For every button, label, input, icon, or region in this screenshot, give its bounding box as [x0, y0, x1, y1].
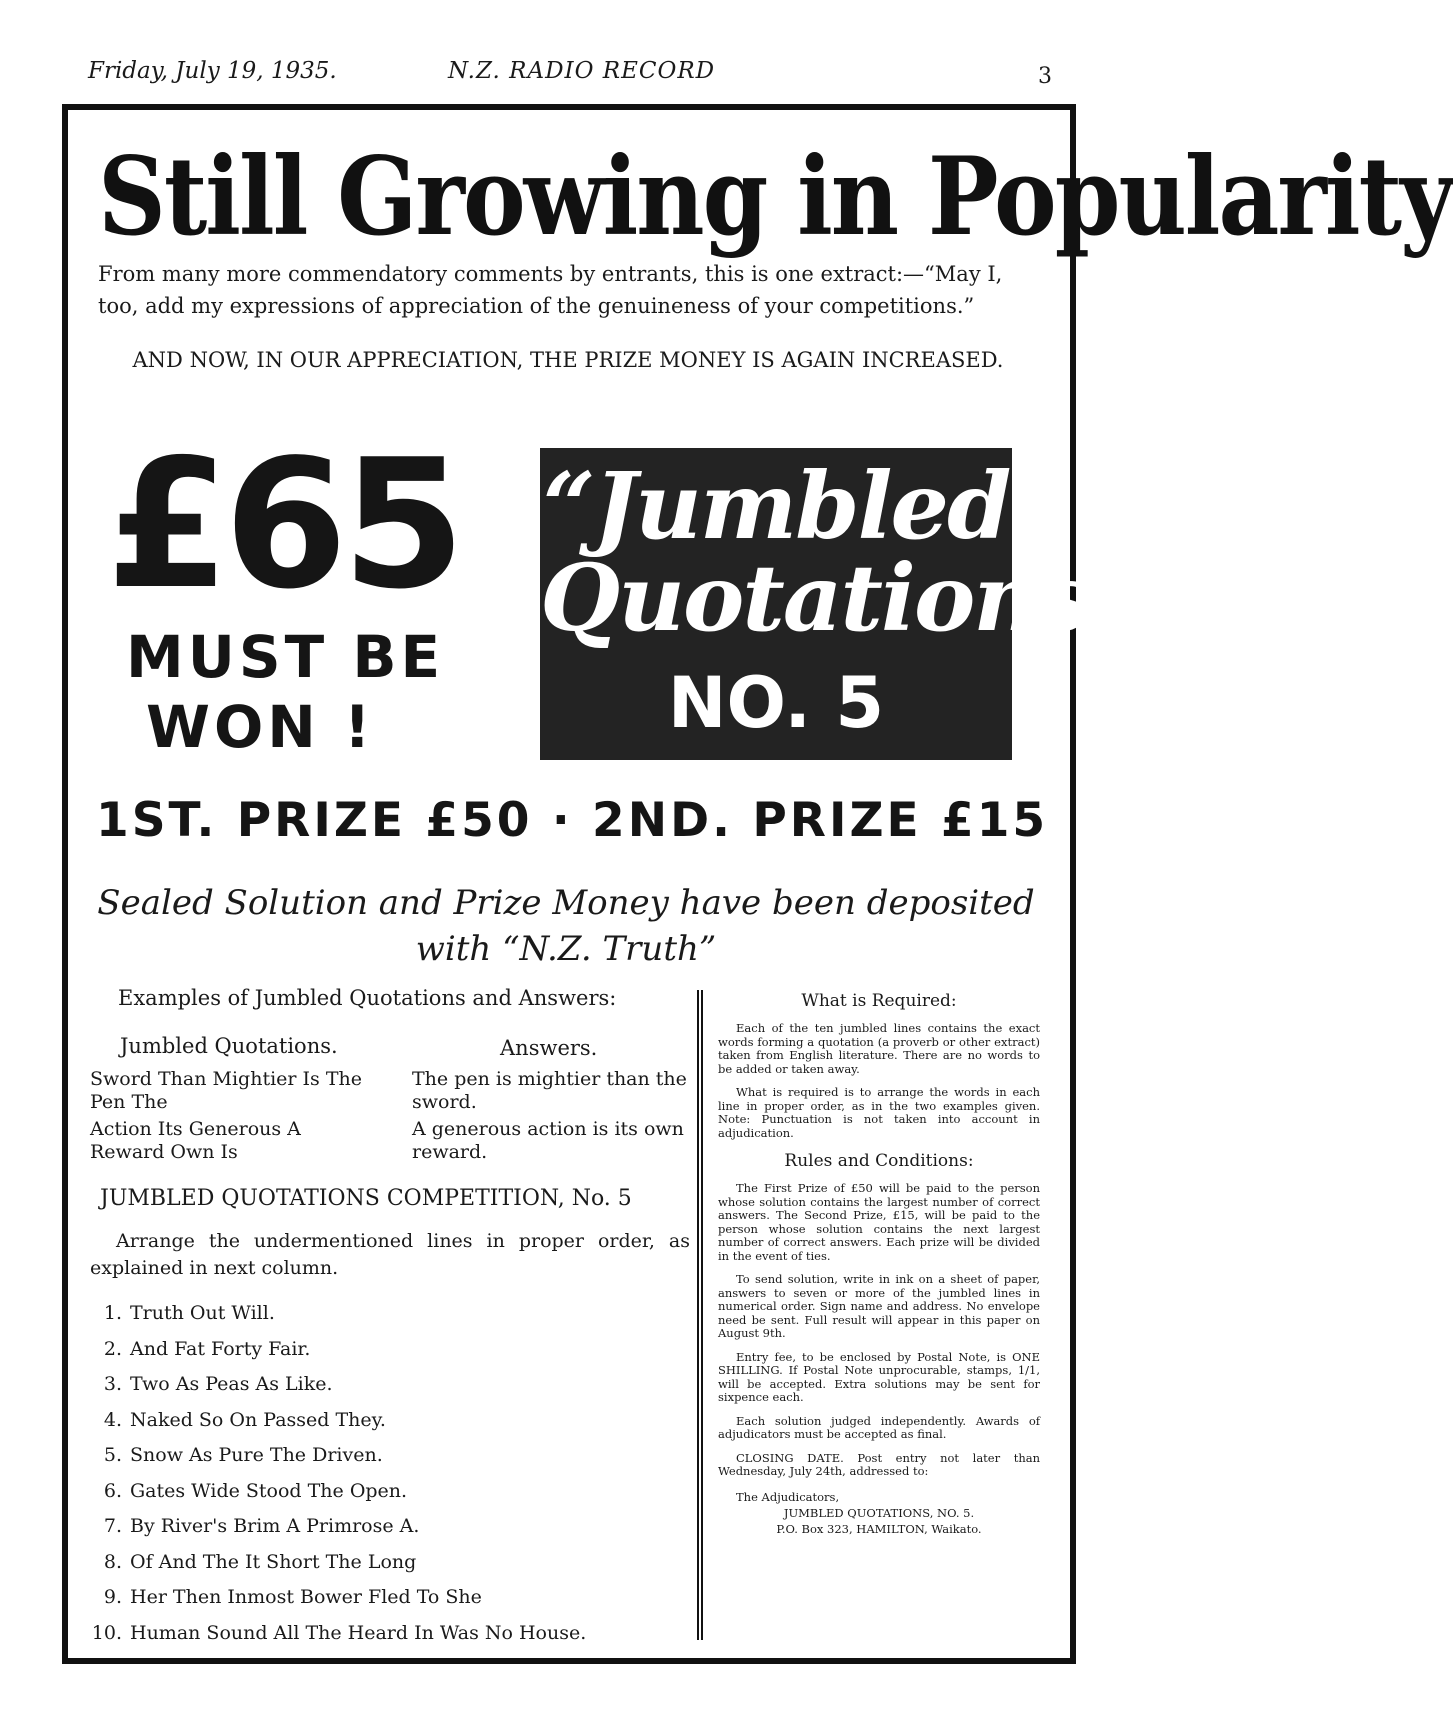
item-number: 3. [103, 1373, 122, 1395]
item-text: Two As Peas As Like. [130, 1373, 333, 1395]
headline: Still Growing in Popularity [98, 133, 1453, 261]
example-quotation: Action Its Generous A Reward Own Is [90, 1118, 301, 1163]
item-text: Snow As Pure The Driven. [130, 1444, 383, 1466]
list-item [90, 1367, 690, 1403]
prize-banner: 1ST. PRIZE £50 · 2ND. PRIZE £15 [96, 793, 1049, 848]
masthead [88, 58, 1052, 92]
issue-date: Friday, July 19, 1935. [88, 58, 337, 84]
item-text: Her Then Inmost Bower Fled To She [130, 1586, 482, 1608]
address-line: The Adjudicators, [736, 1489, 840, 1504]
item-text: Truth Out Will. [130, 1302, 275, 1324]
logo-line-quotations: Quotations” [540, 544, 1139, 652]
closing-date: CLOSING DATE. Post entry not later than Wednesday, July 24th, addressed to: [718, 1450, 1040, 1478]
sealed-solution-notice [86, 880, 1046, 972]
item-number: 10. [91, 1621, 122, 1644]
item-number: 4. [103, 1408, 122, 1431]
list-item [90, 1438, 690, 1474]
required-paragraph: What is required is to arrange the words in each line in proper order, as in the two examples given. Note: Punctuation is not taken into account in adjudication. [718, 1085, 1040, 1140]
announcement: AND NOW, IN OUR APPRECIATION, THE PRIZE MONEY IS AGAIN INCREASED. [132, 348, 1004, 372]
quotations-header: Jumbled Quotations. [120, 1034, 338, 1058]
item-text: And Fat Forty Fair. [130, 1337, 311, 1360]
item-text: By River's Brim A Primrose A. [130, 1515, 420, 1537]
list-item [90, 1403, 690, 1439]
rules-paragraph: Entry fee, to be enclosed by Postal Note, is ONE SHILLING. If Postal Note unprocurable, stamps, 1/1, will be accepted. Extra solutions may be sent for sixpence each. [718, 1349, 1040, 1404]
competition-intro: Arrange the undermentioned lines in proper order, as explained in next column. [90, 1230, 690, 1279]
must-be-won [126, 622, 486, 762]
sealed-line-1: Sealed Solution and Prize Money have been deposited [97, 883, 1035, 923]
jumbled-quotations-logo [540, 448, 1139, 760]
item-number: 6. [103, 1479, 122, 1502]
list-item [90, 1474, 690, 1510]
rules-column [718, 990, 1040, 1537]
item-text: Naked So On Passed They. [130, 1408, 386, 1431]
list-item [90, 1545, 690, 1581]
item-text: Gates Wide Stood The Open. [130, 1479, 408, 1502]
item-number: 1. [103, 1302, 122, 1324]
list-item [90, 1616, 690, 1652]
rules-paragraph: Each solution judged independently. Awards of adjudicators must be accepted as final. [718, 1413, 1040, 1441]
list-item [90, 1332, 690, 1368]
must-be-text: MUST BE [126, 623, 445, 691]
list-item [90, 1296, 690, 1332]
prize-amount: £65 [106, 421, 460, 628]
column-divider [697, 990, 703, 1640]
item-number: 5. [103, 1444, 122, 1466]
rules-title: Rules and Conditions: [784, 1151, 974, 1171]
example-quotation: Sword Than Mightier Is The Pen The [90, 1068, 362, 1113]
jumbled-lines-list [90, 1296, 690, 1651]
logo-line-jumbled: “Jumbled [542, 452, 1010, 560]
item-number: 8. [103, 1550, 122, 1573]
required-paragraph: Each of the ten jumbled lines contains the exact words forming a quotation (a proverb or other extract) taken from English literature. There are no words to be added or taken away. [718, 1021, 1040, 1076]
item-number: 9. [103, 1586, 122, 1608]
list-item [90, 1580, 690, 1616]
page-number: 3 [1038, 64, 1052, 89]
won-text: WON ! [146, 693, 375, 761]
examples-title: Examples of Jumbled Quotations and Answers: [118, 986, 617, 1010]
newspaper-name: N.Z. RADIO RECORD [448, 58, 716, 84]
competition-title: JUMBLED QUOTATIONS COMPETITION, No. 5 [100, 1186, 632, 1211]
postal-address [718, 1489, 1040, 1537]
sealed-line-2: with “N.Z. Truth” [415, 929, 717, 969]
example-answer: The pen is mightier than the sword. [412, 1068, 687, 1113]
address-line: JUMBLED QUOTATIONS, NO. 5. [783, 1505, 975, 1520]
example-answer: A generous action is its own reward. [412, 1118, 684, 1163]
rules-paragraph: The First Prize of £50 will be paid to the person whose solution contains the largest number of correct answers. The Second Prize, £15, will be paid to the person whose solution contains the next largest number of correct answers. Each prize will be divided in the event of ties. [718, 1181, 1040, 1263]
logo-line-number: NO. 5 [667, 662, 885, 744]
answers-header: Answers. [500, 1036, 598, 1060]
item-number: 2. [103, 1337, 122, 1360]
item-number: 7. [103, 1515, 122, 1537]
intro-text: From many more commendatory comments by entrants, this is one extract:—“May I, too, add my expressions of appreciation of the genuineness of your competitions.” [98, 262, 1003, 318]
required-title: What is Required: [801, 991, 957, 1011]
address-line: P.O. Box 323, HAMILTON, Waikato. [776, 1521, 982, 1536]
rules-paragraph: To send solution, write in ink on a sheet of paper, answers to seven or more of the jumbled lines in numerical order. Sign name and address. No envelope need be sent. Full result will appear in this paper on August 9th. [718, 1272, 1040, 1340]
list-item [90, 1509, 690, 1545]
item-text: Human Sound All The Heard In Was No House. [130, 1621, 587, 1644]
item-text: Of And The It Short The Long [130, 1550, 417, 1573]
